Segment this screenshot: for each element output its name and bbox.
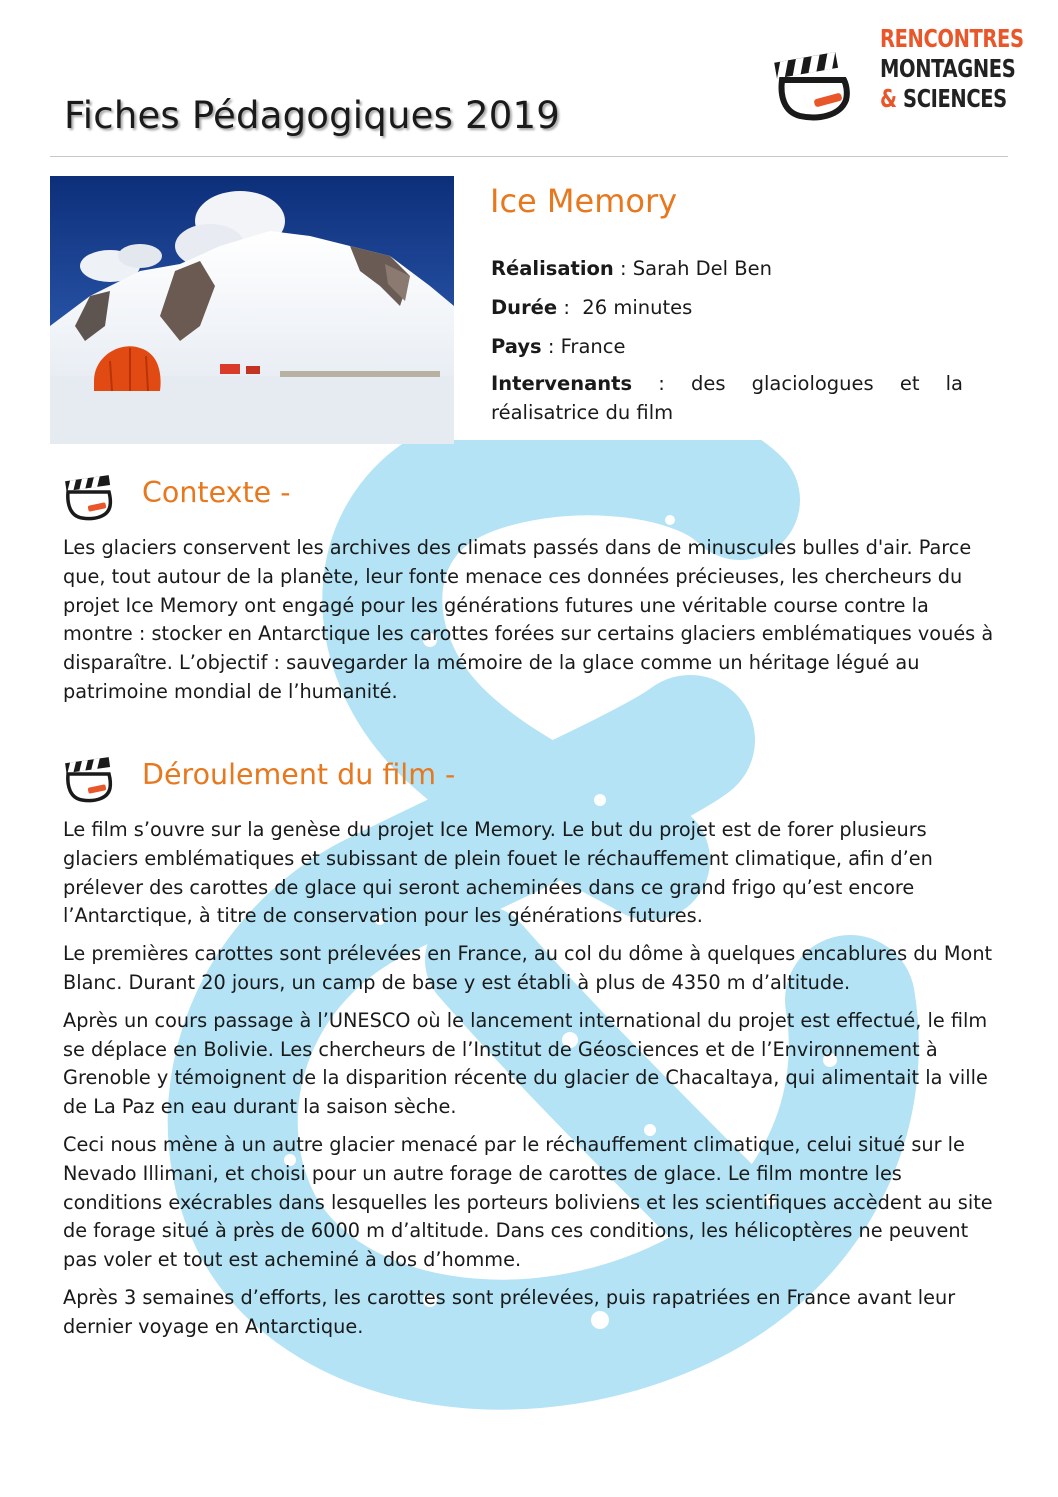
film-title: Ice Memory bbox=[490, 182, 678, 220]
realisation-label: Réalisation bbox=[491, 257, 614, 280]
clapperboard-icon bbox=[62, 472, 116, 524]
logo-ampersand: & bbox=[880, 84, 897, 113]
clapperboard-icon bbox=[62, 754, 116, 806]
pays-row bbox=[491, 332, 963, 361]
logo-line-rencontres: RENCONTRES bbox=[880, 24, 1024, 53]
film-photo bbox=[50, 176, 454, 444]
pays-value: : France bbox=[541, 335, 626, 358]
logo-line-montagnes: MONTAGNES bbox=[880, 54, 1016, 83]
deroulement-title: Déroulement du film - bbox=[142, 758, 456, 791]
contexte-paragraph: Les glaciers conservent les archives des climats passés dans de minuscules bulles d'air. Parce que, tout autour de la planète, leur fonte menace ces données précieuses, les chercheurs du projet Ice Memory ont engagé pour les générations futures une véritable course contre la montre : stocker en Antarctique les carottes forées sur certains glaciers emblématiques voués à disparaître. L’objectif : sauvegarder la mémoire de la glace comme un héritage légué au patrimoine mondial de l’humanité. bbox=[63, 536, 994, 703]
clapperboard-logo-icon bbox=[770, 36, 860, 126]
page-title: Fiches Pédagogiques 2019 bbox=[64, 94, 560, 137]
film-metadata bbox=[491, 254, 963, 437]
deroulement-text bbox=[63, 816, 1003, 1351]
pays-label: Pays bbox=[491, 335, 542, 358]
logo-line-sciences: SCIENCES bbox=[903, 84, 1007, 113]
deroulement-paragraph: Le film s’ouvre sur la genèse du projet Ice Memory. Le but du projet est de forer plusieurs glaciers emblématiques et subissant de plein fouet le réchauffement climatique, afin d’en prélever des carottes de glace qui seront acheminées dans ce grand frigo qu’est encore l’Antarctique, à titre de conservation pour les générations futures. bbox=[63, 818, 933, 928]
deroulement-paragraph: Après un cours passage à l’UNESCO où le lancement international du projet est effectué, le film se déplace en Bolivie. Les chercheurs de l’Institut de Géosciences et de l’Environnement à Grenoble y témoignent de la disparition récente du glacier de Chacaltaya, qui alimentait la ville de La Paz en eau durant la saison sèche. bbox=[63, 1008, 988, 1119]
duree-label: Durée bbox=[491, 296, 558, 319]
intervenants-label: Intervenants bbox=[491, 372, 633, 395]
intervenants-value: : des glaciologues et la réalisatrice du film bbox=[491, 372, 963, 424]
realisation-value: : Sarah Del Ben bbox=[613, 257, 773, 280]
intervenants-row bbox=[491, 369, 963, 427]
logo bbox=[770, 24, 1040, 124]
contexte-text bbox=[63, 534, 1003, 716]
deroulement-paragraph: Après 3 semaines d’efforts, les carottes sont prélevées, puis rapatriées en France avant leur dernier voyage en Antarctique. bbox=[63, 1285, 956, 1338]
realisation-row bbox=[491, 254, 963, 283]
deroulement-paragraph: Le premières carottes sont prélevées en France, au col du dôme à quelques encablures du Mont Blanc. Durant 20 jours, un camp de base y est établi à plus de 4350 m d’altitude. bbox=[63, 942, 993, 994]
duree-value: : 26 minutes bbox=[557, 296, 693, 319]
contexte-title: Contexte - bbox=[142, 476, 291, 509]
deroulement-paragraph: Ceci nous mène à un autre glacier menacé par le réchauffement climatique, celui situé sur le Nevado Illimani, et choisi pour un autre forage de carottes de glace. Le film montre les conditions exécrables dans lesquelles les porteurs boliviens et les scientifiques accèdent au site de forage situé à près de 6000 m d’altitude. Dans ces conditions, les hélicoptères ne peuvent pas voler et tout est acheminé à dos d’homme. bbox=[63, 1132, 993, 1272]
header-divider bbox=[50, 156, 1008, 157]
duree-row bbox=[491, 293, 963, 322]
